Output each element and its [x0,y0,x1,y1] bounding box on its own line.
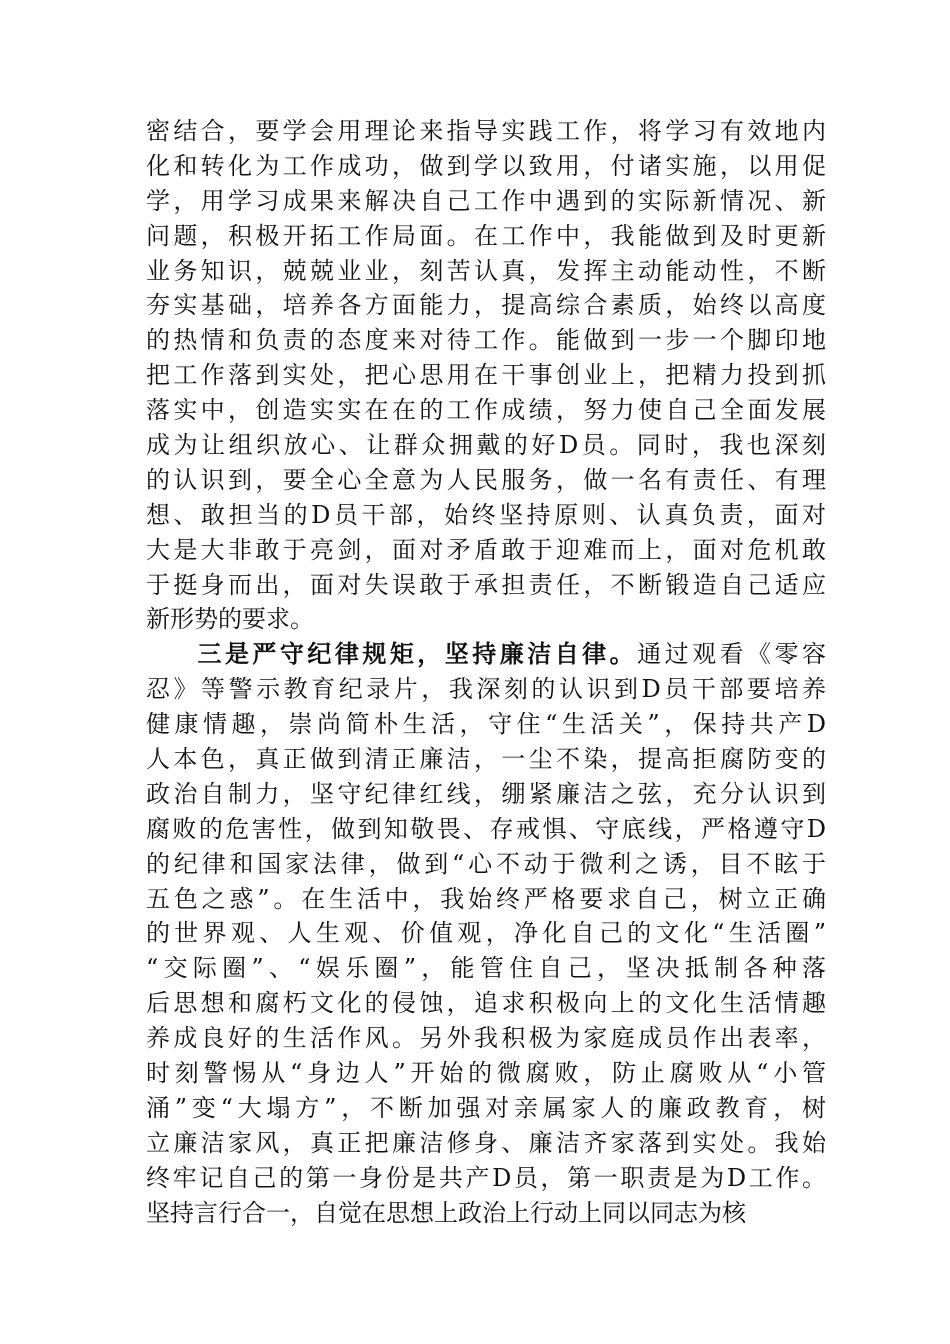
text-line: 想、敢担当的D员干部，始终坚持原则、认真负责，面对 [146,500,826,529]
paragraph-work-practice [146,114,826,637]
text-line: 的认识到，要全心全意为人民服务，做一名有责任、有理 [146,465,826,494]
text-line: 化和转化为工作成功，做到学以致用，付诸实施，以用促 [146,151,826,180]
text-line: 落实中，创造实实在在的工作成绩，努力使自己全面发展 [146,396,826,425]
text-line: 把工作落到实处，把心思用在干事创业上，把精力投到抓 [146,361,826,390]
text-line: 的纪律和国家法律，做到“心不动于微利之诱，目不眩于 [146,849,826,878]
text-line: 五色之惑”。在生活中，我始终严格要求自己，树立正确 [146,884,826,913]
text-line: 学，用学习成果来解决自己工作中遇到的实际新情况、新 [146,186,826,215]
text-line: 政治自制力，坚守纪律红线，绷紧廉洁之弦，充分认识到 [146,779,826,808]
text-line: 成为让组织放心、让群众拥戴的好D员。同时，我也深刻 [146,431,826,460]
text-line: 涌”变“大塌方”，不断加强对亲属家人的廉政教育，树 [146,1093,826,1122]
text-line: 的热情和负责的态度来对待工作。能做到一步一个脚印地 [146,326,826,355]
text-line: 新形势的要求。 [146,605,314,634]
text-line: 夯实基础，培养各方面能力，提高综合素质，始终以高度 [146,291,826,320]
text-line: “交际圈”、“娱乐圈”，能管住自己，坚决抵制各种落 [146,954,826,983]
text-line: 后思想和腐朽文化的侵蚀，追求积极向上的文化生活情趣 [146,989,826,1018]
text-line: 腐败的危害性，做到知敬畏、存戒惧、守底线，严格遵守D [146,814,826,843]
paragraph-discipline [146,637,826,1230]
text-run: 通过观看《零容 [637,640,827,669]
text-line: 健康情趣，崇尚简朴生活，守住“生活关”，保持共产D [146,710,826,739]
text-line: 于挺身而出，面对失误敢于承担责任，不断锻造自己适应 [146,570,826,599]
text-line: 养成良好的生活作风。另外我积极为家庭成员作出表率， [146,1024,826,1053]
text-line: 立廉洁家风，真正把廉洁修身、廉洁齐家落到实处。我始 [146,1128,826,1157]
text-line: 业务知识，兢兢业业，刻苦认真，发挥主动能动性，不断 [146,256,826,285]
section-heading: 三是严守纪律规矩，坚持廉洁自律。 [194,639,638,669]
text-line: 大是大非敢于亮剑，面对矛盾敢于迎难而上，面对危机敢 [146,535,826,564]
text-line: 忍》等警示教育纪录片，我深刻的认识到D员干部要培养 [146,675,826,704]
text-line: 时刻警惕从“身边人”开始的微腐败，防止腐败从“小管 [146,1059,826,1088]
text-line: 坚持言行合一，自觉在思想上政治上行动上同以同志为核 [146,1198,746,1227]
text-line-first [146,637,826,672]
text-line: 问题，积极开拓工作局面。在工作中，我能做到及时更新 [146,221,826,250]
document-body [146,114,826,1231]
text-line: 密结合，要学会用理论来指导实践工作，将学习有效地内 [146,117,826,145]
text-line: 的世界观、人生观、价值观，净化自己的文化“生活圈” [146,919,826,948]
text-line: 人本色，真正做到清正廉洁，一尘不染，提高拒腐防变的 [146,745,826,774]
text-line: 终牢记自己的第一身份是共产D员，第一职责是为D工作。 [146,1163,826,1192]
